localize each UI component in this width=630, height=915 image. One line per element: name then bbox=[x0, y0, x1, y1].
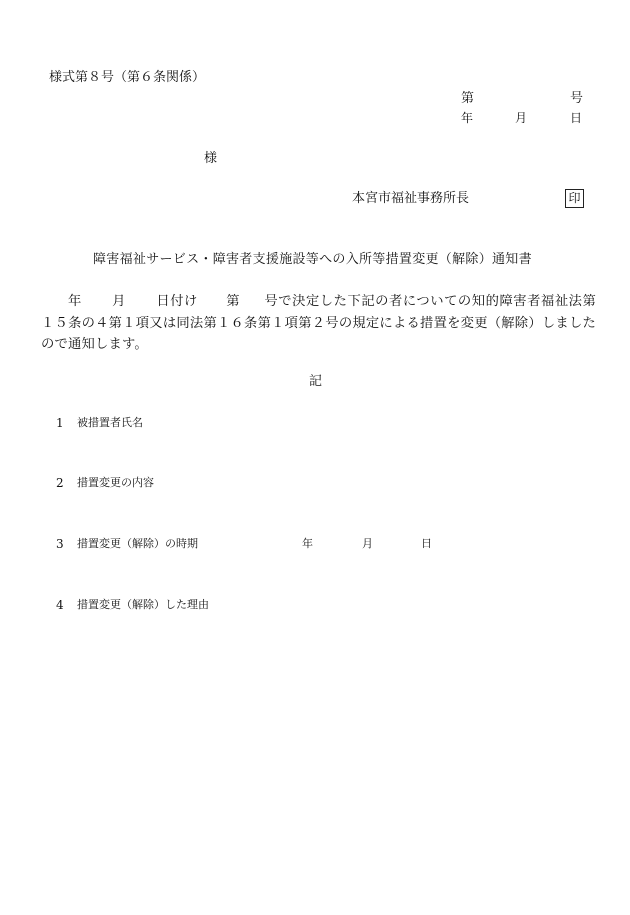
date-year: 年 bbox=[461, 111, 474, 125]
body-year: 年 bbox=[68, 294, 82, 309]
ki-heading: 記 bbox=[309, 374, 323, 389]
date-day: 日 bbox=[570, 111, 583, 125]
body-text: 号で決定した下記の者についての知的障害者福祉法第１５条の４第１項又は同法第１６条第１項第２号の規定による措置を変更（解除）しましたので通知します。 bbox=[41, 294, 596, 352]
date-month: 月 bbox=[515, 111, 528, 125]
item-3-year: 年 bbox=[302, 537, 313, 550]
body-paragraph bbox=[41, 291, 596, 356]
doc-number-prefix: 第 bbox=[461, 91, 475, 106]
item-3-month: 月 bbox=[362, 537, 373, 550]
form-label: 様式第８号（第６条関係） bbox=[49, 70, 206, 85]
item-1-label: 被措置者氏名 bbox=[77, 416, 143, 429]
seal-box: 印 bbox=[565, 189, 584, 208]
item-4-label: 措置変更（解除）した理由 bbox=[77, 598, 209, 611]
item-2-number: 2 bbox=[56, 476, 64, 490]
body-number-prefix: 第 bbox=[225, 294, 241, 309]
item-4-number: 4 bbox=[56, 598, 64, 612]
addressee-suffix: 様 bbox=[204, 151, 218, 166]
body-day: 日付け bbox=[156, 294, 198, 309]
item-3-label: 措置変更（解除）の時期 bbox=[77, 537, 198, 550]
item-3-number: 3 bbox=[56, 537, 64, 551]
item-3-day: 日 bbox=[421, 537, 432, 550]
document-title: 障害福祉サービス・障害者支援施設等への入所等措置変更（解除）通知書 bbox=[93, 252, 532, 267]
issuer-name: 本宮市福祉事務所長 bbox=[352, 191, 470, 206]
doc-number-suffix: 号 bbox=[570, 91, 584, 106]
item-2-label: 措置変更の内容 bbox=[77, 476, 154, 489]
item-1-number: 1 bbox=[56, 416, 64, 430]
body-month: 月 bbox=[111, 294, 127, 309]
